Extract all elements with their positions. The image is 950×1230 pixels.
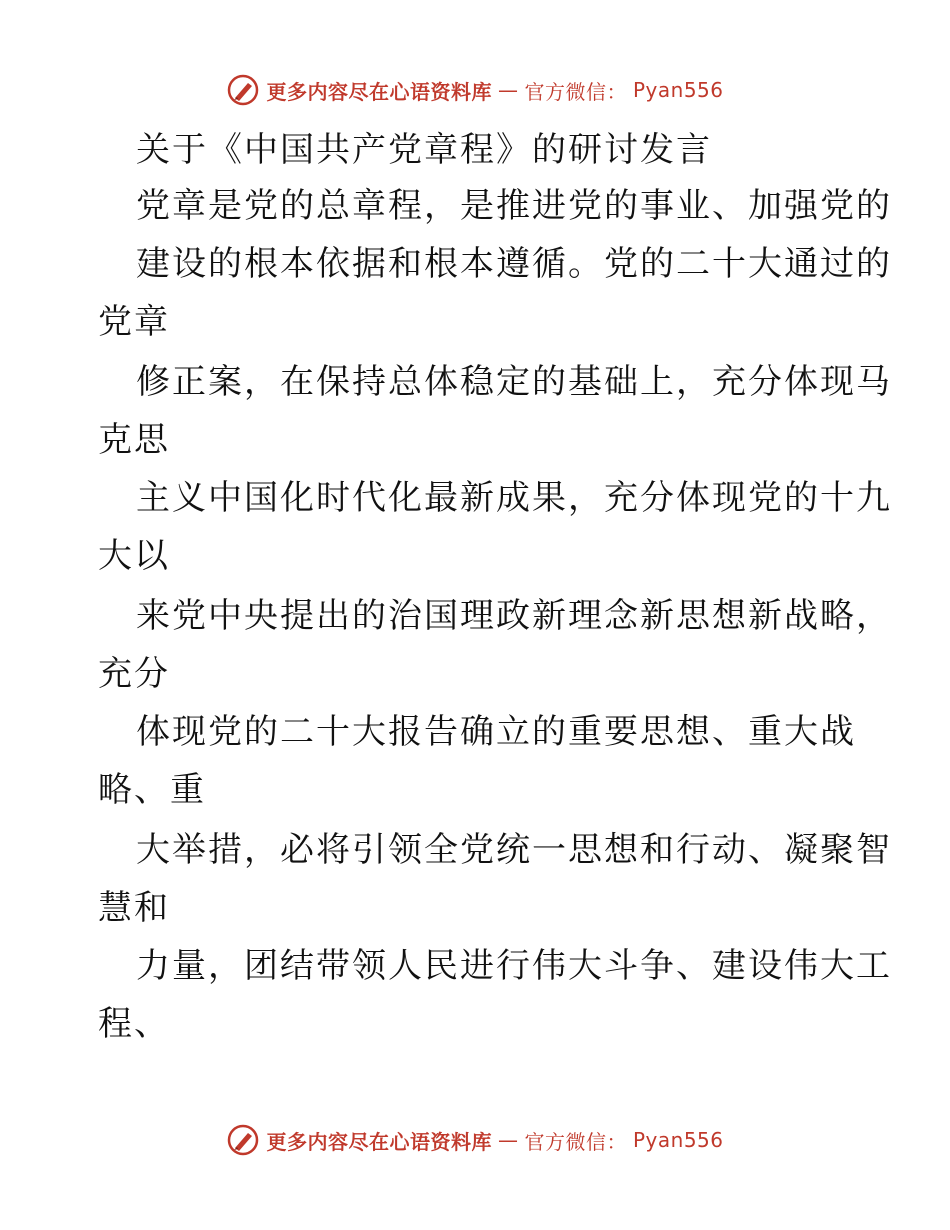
watermark-separator: —	[497, 78, 519, 102]
watermark-handle: Pyan556	[632, 78, 724, 102]
paragraph-line: 力量，团结带领人民进行伟大斗争、建设伟大工	[136, 946, 892, 986]
paragraph-line: 大以	[98, 536, 170, 576]
paragraph-line: 党章	[98, 302, 170, 342]
paragraph-line: 党章是党的总章程，是推进党的事业、加强党的	[136, 186, 892, 226]
watermark-brand: 更多内容尽在心语资料库	[266, 79, 492, 104]
paragraph-line: 程、	[98, 1004, 170, 1044]
paragraph-line: 来党中央提出的治国理政新理念新思想新战略，	[136, 596, 892, 636]
paragraph-line: 略、重	[98, 770, 206, 810]
header-watermark	[0, 70, 950, 110]
footer-watermark	[0, 1120, 950, 1160]
paragraph-line: 大举措，必将引领全党统一思想和行动、凝聚智	[136, 830, 892, 870]
paragraph-line: 充分	[98, 654, 170, 694]
paragraph-line: 体现党的二十大报告确立的重要思想、重大战	[136, 712, 856, 752]
paragraph-line: 慧和	[98, 888, 170, 928]
watermark-official: 官方微信：	[524, 79, 627, 104]
watermark-official: 官方微信：	[524, 1129, 627, 1154]
paragraph-line: 建设的根本依据和根本遵循。党的二十大通过的	[136, 244, 892, 284]
watermark-handle: Pyan556	[632, 1128, 724, 1152]
paragraph-line: 克思	[98, 420, 170, 460]
paragraph-line: 修正案，在保持总体稳定的基础上，充分体现马	[136, 362, 892, 402]
pen-seal-icon	[226, 1123, 260, 1157]
watermark-separator: —	[497, 1128, 519, 1152]
paragraph-line: 主义中国化时代化最新成果，充分体现党的十九	[136, 478, 892, 518]
watermark-brand: 更多内容尽在心语资料库	[266, 1129, 492, 1154]
document-title: 关于《中国共产党章程》的研讨发言	[136, 130, 712, 170]
pen-seal-icon	[226, 73, 260, 107]
